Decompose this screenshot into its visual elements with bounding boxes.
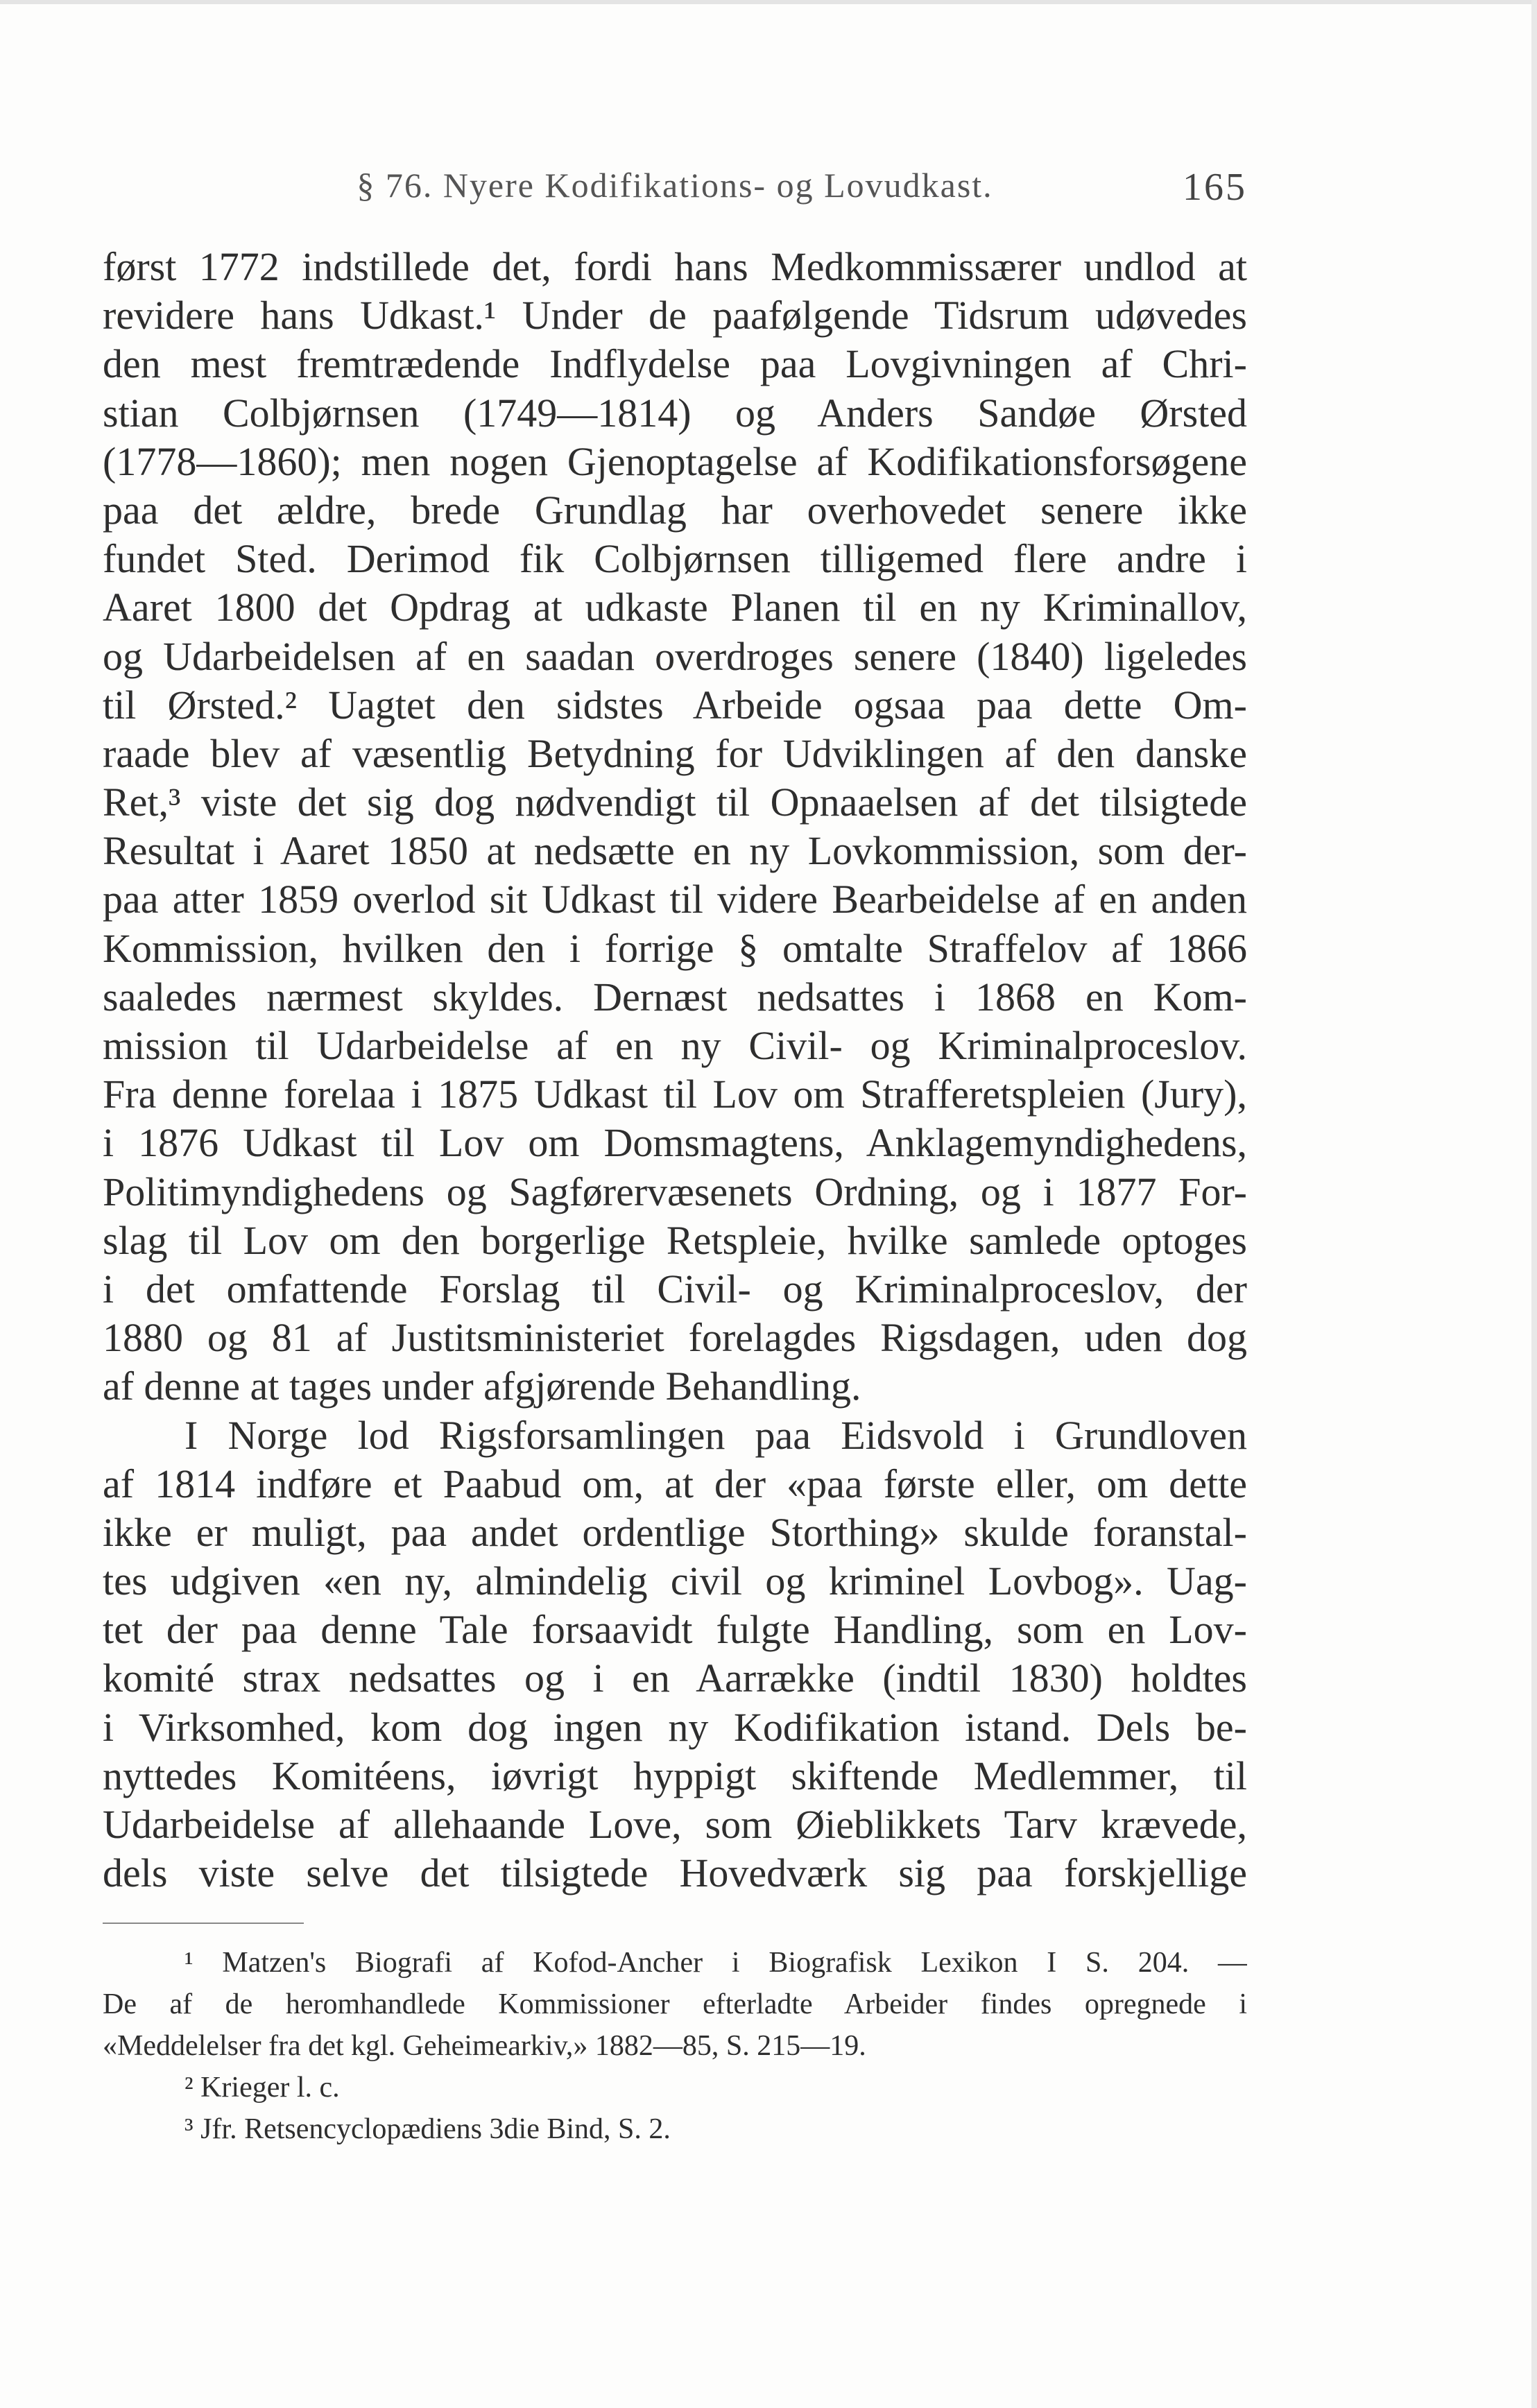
body-line: Fra denne forelaa i 1875 Udkast til Lov om Strafferetspleien (Jury),	[103, 1072, 1247, 1117]
body-line: til Ørsted.² Uagtet den sidstes Arbeide ogsaa paa dette Om-	[103, 682, 1247, 728]
body-line: raade blev af væsentlig Betydning for Udviklingen af den danske	[103, 730, 1247, 776]
footnote-line: De af de heromhandlede Kommissioner efterladte Arbeider findes opregnede i	[103, 1988, 1247, 2020]
body-line: Aaret 1800 det Opdrag at udkaste Planen til en ny Kriminallov,	[103, 585, 1247, 630]
body-line: ikke er muligt, paa andet ordentlige Storthing» skulde foranstal-	[103, 1509, 1247, 1555]
body-line: slag til Lov om den borgerlige Retspleie, hvilke samlede optoges	[103, 1217, 1247, 1263]
body-line: Ret,³ viste det sig dog nødvendigt til Opnaaelsen af det tilsigtede	[103, 780, 1247, 825]
body-line: paa atter 1859 overlod sit Udkast til videre Bearbeidelse af en anden	[103, 877, 1247, 922]
body-line: 1880 og 81 af Justitsministeriet forelagdes Rigsdagen, uden dog	[103, 1315, 1247, 1361]
body-line: og Udarbeidelsen af en saadan overdroges senere (1840) ligeledes	[103, 633, 1247, 679]
body-line: fundet Sted. Derimod fik Colbjørnsen tilligemed flere andre i	[103, 536, 1247, 582]
body-line: den mest fremtrædende Indflydelse paa Lovgivningen af Chri-	[103, 341, 1247, 387]
footnote-line: ² Krieger l. c.	[184, 2072, 340, 2104]
body-line: mission til Udarbeidelse af en ny Civil- og Kriminalproceslov.	[103, 1023, 1247, 1068]
scan-border-top	[0, 0, 1537, 4]
body-line: i Virksomhed, kom dog ingen ny Kodifikation istand. Dels be-	[103, 1704, 1247, 1750]
footnotes	[103, 1942, 1247, 2150]
body-line: tet der paa denne Tale forsaavidt fulgte Handling, som en Lov-	[103, 1607, 1247, 1653]
body-line: saaledes nærmest skyldes. Dernæst nedsattes i 1868 en Kom-	[103, 974, 1247, 1020]
footnote-line: «Meddelelser fra det kgl. Geheimearkiv,» 1882—85, S. 215—19.	[103, 2030, 866, 2062]
body-line: revidere hans Udkast.¹ Under de paafølgende Tidsrum udøvedes	[103, 293, 1247, 338]
body-line: komité strax nedsattes og i en Aarrække (indtil 1830) holdtes	[103, 1656, 1247, 1701]
section-title: § 76. Nyere Kodifikations- og Lovudkast.	[357, 166, 993, 205]
body-text	[103, 243, 1247, 1898]
body-line: stian Colbjørnsen (1749—1814) og Anders Sandøe Ørsted	[103, 390, 1247, 436]
running-head	[103, 160, 1247, 215]
footnote-line: ¹ Matzen's Biografi af Kofod-Ancher i Biografisk Lexikon I S. 204. —	[184, 1947, 1247, 1979]
body-line: af denne at tages under afgjørende Behandling.	[103, 1364, 861, 1409]
scan-border-right	[1531, 0, 1537, 2408]
body-line: (1778—1860); men nogen Gjenoptagelse af Kodifikationsforsøgene	[103, 438, 1247, 484]
body-line: I Norge lod Rigsforsamlingen paa Eidsvold i Grundloven	[184, 1412, 1247, 1458]
body-line: Kommission, hvilken den i forrige § omtalte Straffelov af 1866	[103, 925, 1247, 971]
body-line: nyttedes Komitéens, iøvrigt hyppigt skiftende Medlemmer, til	[103, 1753, 1247, 1798]
page-number: 165	[1183, 166, 1247, 209]
body-line: i 1876 Udkast til Lov om Domsmagtens, Anklagemyndighedens,	[103, 1120, 1247, 1166]
body-line: Resultat i Aaret 1850 at nedsætte en ny Lovkommission, som der-	[103, 828, 1247, 874]
body-line: i det omfattende Forslag til Civil- og Kriminalproceslov, der	[103, 1266, 1247, 1312]
footnote-divider	[103, 1923, 304, 1924]
body-line: tes udgiven «en ny, almindelig civil og kriminel Lovbog». Uag-	[103, 1558, 1247, 1604]
body-line: først 1772 indstillede det, fordi hans Medkommissærer undlod at	[103, 244, 1247, 289]
body-line: dels viste selve det tilsigtede Hovedværk sig paa forskjellige	[103, 1850, 1247, 1896]
footnote-line: ³ Jfr. Retsencyclopædiens 3die Bind, S. 2.	[184, 2113, 671, 2145]
body-line: Politimyndighedens og Sagførervæsenets Ordning, og i 1877 For-	[103, 1169, 1247, 1214]
body-line: paa det ældre, brede Grundlag har overhovedet senere ikke	[103, 487, 1247, 533]
body-line: Udarbeidelse af allehaande Love, som Øieblikkets Tarv krævede,	[103, 1802, 1247, 1847]
body-line: af 1814 indføre et Paabud om, at der «paa første eller, om dette	[103, 1461, 1247, 1506]
